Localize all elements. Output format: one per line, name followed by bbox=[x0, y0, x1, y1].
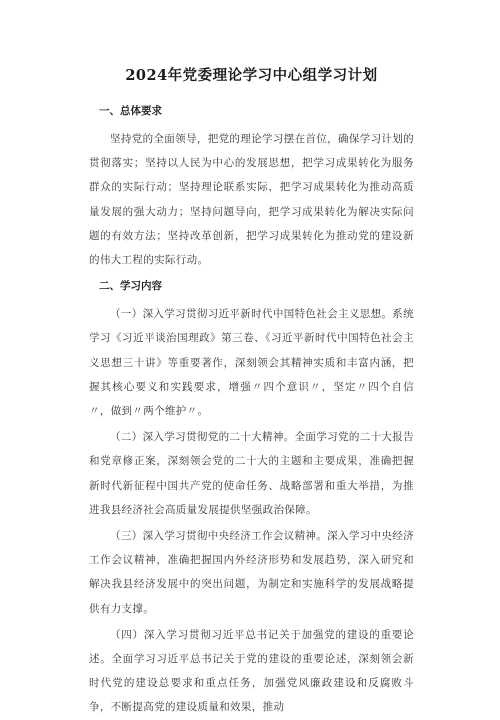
paragraph-study-content-4: （四）深入学习贯彻习近平总书记关于加强党的建设的重要论述。全面学习习近平总书记关于党的建设的重要论述，深刻领会新时代党的建设总要求和重点任务，加强党风廉政建设和反腐败斗争，不断提高党的建设质量和效果，推动 bbox=[89, 628, 414, 714]
paragraph-study-content-3: （三）深入学习贯彻中央经济工作会议精神。深入学习中央经济工作会议精神，准确把握国内外经济形势和发展趋势，深入研究和解决我县经济发展中的突出问题，为制定和实施科学的发展战略提供有力支撑。 bbox=[89, 530, 414, 615]
paragraph-study-content-2: （二）深入学习贯彻党的二十大精神。全面学习党的二十大报告和党章修正案，深刻领会党的二十大的主题和主要成果，准确把握新时代新征程中国共产党的使命任务、战略部署和重大举措，为推进我县经济社会高质量发展提供坚强政治保障。 bbox=[89, 431, 414, 516]
document-title: 2024年党委理论学习中心组学习计划 bbox=[125, 67, 378, 84]
section-heading-study-content: 二、学习内容 bbox=[99, 280, 162, 293]
section-heading-general-requirements: 一、总体要求 bbox=[99, 105, 162, 117]
paragraph-study-content-1: （一）深入学习贯彻习近平新时代中国特色社会主义思想。系统学习《习近平谈治国理政》第三卷、《习近平新时代中国特色社会主义思想三十讲》等重要著作，深刻领会其精神实质和丰富内涵，把握其核心要义和实践要求，增强〃四个意识〃，坚定〃四个自信〃，做到〃两个维护〃。 bbox=[89, 308, 414, 418]
paragraph-general-requirements: 坚持党的全面领导，把党的理论学习摆在首位，确保学习计划的贯彻落实；坚持以人民为中心的发展思想，把学习成果转化为服务群众的实际行动；坚持理论联系实际，把学习成果转化为推动高质量发展的强大动力；坚持问题导向，把学习成果转化为解决实际问题的有效方法；坚持改革创新，把学习成果转化为推动党的建设新的伟大工程的实际行动。 bbox=[89, 133, 414, 267]
